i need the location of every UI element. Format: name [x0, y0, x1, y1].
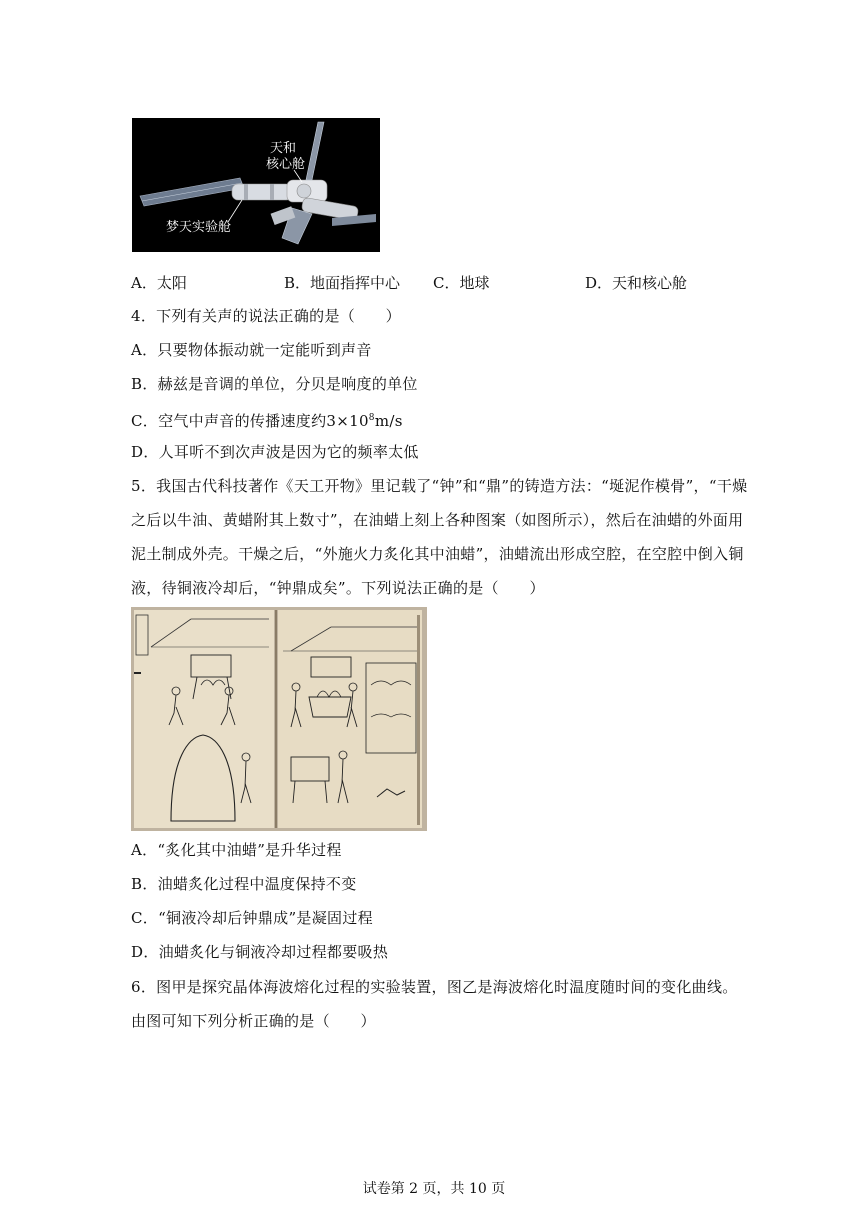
q6-stem-line-1: 6．图甲是探究晶体海波熔化过程的实验装置，图乙是海波熔化时温度随时间的变化曲线。 [131, 978, 738, 996]
q5-option-c: C．“铜液冷却后钟鼎成”是凝固过程 [131, 909, 373, 927]
q5-option-d: D．油蜡炙化与铜液冷却过程都要吸热 [131, 943, 389, 961]
sound-speed-value: 3×10 [326, 412, 369, 430]
space-station-figure [132, 118, 380, 252]
tiangong-kaiwu-figure [131, 607, 427, 831]
q3-option-a: A．太阳 [131, 274, 187, 292]
q4-stem: 4．下列有关声的说法正确的是（ ） [131, 307, 401, 325]
sound-speed-exponent: 8 [368, 413, 375, 423]
q4-option-c-text: C．空气中声音的传播速度约 [131, 412, 327, 430]
q3-option-d: D．天和核心舱 [585, 274, 688, 292]
q5-stem-line-4: 液，待铜液冷却后，“钟鼎成矣”。下列说法正确的是（ ） [131, 579, 545, 597]
page-footer: 试卷第 2 页，共 10 页 [362, 1181, 506, 1197]
q5-stem-line-2: 之后以牛油、黄蜡附其上数寸”，在油蜡上刻上各种图案（如图所示），然后在油蜡的外面用 [131, 511, 744, 529]
q4-option-b: B．赫兹是音调的单位，分贝是响度的单位 [131, 375, 418, 393]
q4-option-a: A．只要物体振动就一定能听到声音 [131, 341, 372, 359]
q4-option-c [131, 408, 403, 431]
ancient-book-illustration [131, 607, 427, 831]
q4-option-d: D．人耳听不到次声波是因为它的频率太低 [131, 443, 419, 461]
lab-module-label: 梦天实验舱 [166, 219, 232, 234]
q5-option-b: B．油蜡炙化过程中温度保持不变 [131, 875, 357, 893]
q3-option-b: B．地面指挥中心 [284, 274, 401, 292]
sound-speed-unit: m/s [374, 412, 403, 430]
core-module-label-line1: 天和 [270, 140, 297, 155]
core-module-label-line2: 核心舱 [266, 156, 306, 171]
q6-stem-line-2: 由图可知下列分析正确的是（ ） [131, 1012, 376, 1030]
q3-option-c: C．地球 [433, 274, 490, 292]
q5-stem-line-1: 5．我国古代科技著作《天工开物》里记载了“钟”和“鼎”的铸造方法：“埏泥作模骨”，“干燥 [131, 477, 748, 495]
q5-option-a: A．“炙化其中油蜡”是升华过程 [131, 841, 342, 859]
q5-stem-line-3: 泥土制成外壳。干燥之后，“外施火力炙化其中油蜡”，油蜡流出形成空腔，在空腔中倒入铜 [131, 545, 744, 563]
